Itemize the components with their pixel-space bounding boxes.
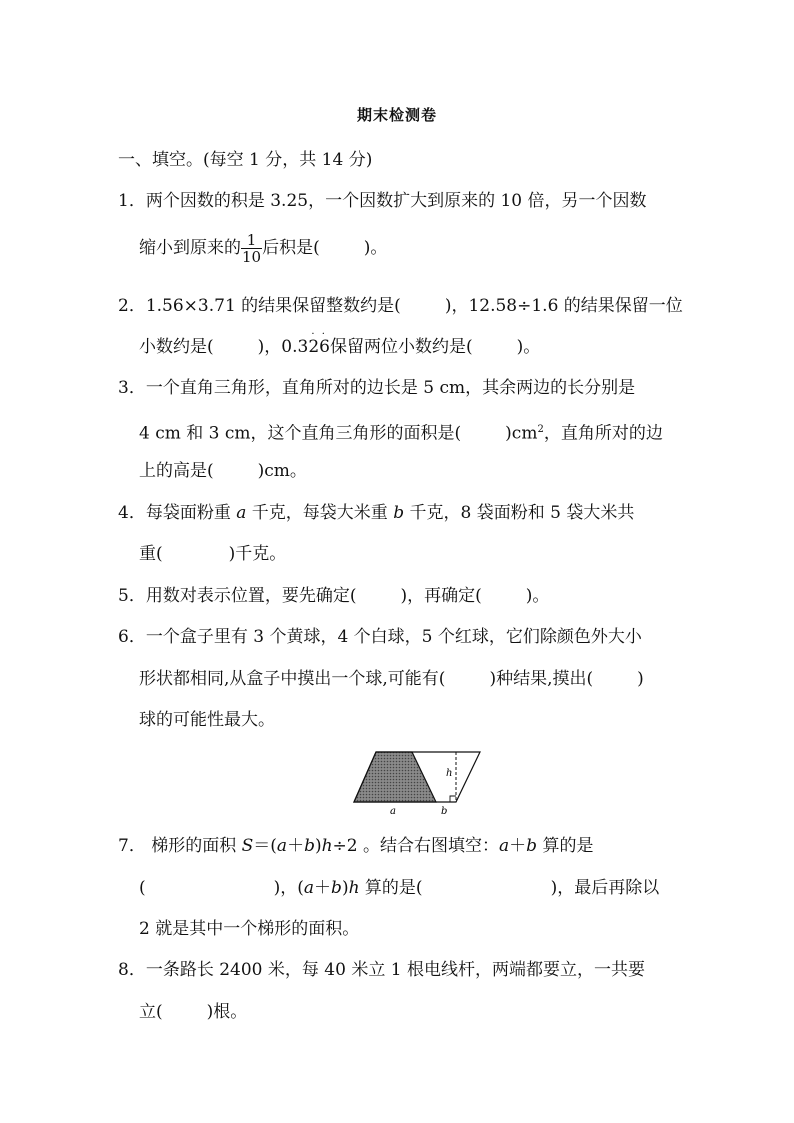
trapezoid-parallelogram-figure — [350, 748, 486, 818]
squared-exponent: 2 — [537, 424, 544, 435]
label-a: a — [390, 806, 396, 817]
variable-h: h — [321, 836, 333, 856]
q4-line2 — [139, 544, 286, 564]
q1-text: 后积是( — [262, 238, 320, 258]
repeating-digits: 26 — [308, 337, 330, 357]
label-b: b — [441, 806, 448, 817]
q7-text: ( — [139, 878, 146, 898]
q3-line3 — [139, 461, 307, 481]
q7-text: 算的是 — [537, 836, 594, 856]
q1-text: 缩小到原来的 — [139, 238, 241, 258]
q2-text: )。 — [516, 337, 541, 357]
q7-text: ) — [341, 878, 349, 898]
variable-h: h — [348, 878, 360, 898]
repeat-dots: · · — [311, 329, 327, 340]
q7-text: ＋ — [287, 836, 305, 856]
q1-line2 — [139, 232, 387, 265]
variable-a: a — [236, 503, 247, 523]
q5-text: 5．用数对表示位置，要先确定( — [118, 586, 357, 606]
q7-line2 — [139, 878, 659, 898]
page-title: 期末检测卷 — [356, 106, 437, 124]
q2-text: 2．1.56×3.71 的结果保留整数约是( — [118, 296, 401, 316]
q7-text: 算的是( — [359, 878, 423, 898]
q7-text: ) — [314, 836, 322, 856]
q3-text: 4 cm 和 3 cm，这个直角三角形的面积是( — [139, 423, 462, 444]
q2-text: )，0.3 — [257, 337, 309, 357]
q2-text: 小数约是( — [139, 337, 214, 357]
q8-line1: 8．一条路长 2400 米，每 40 米立 1 根电线杆，两端都要立，一共要 — [118, 960, 645, 980]
q7-text: ÷2 。结合右图填空： — [332, 836, 500, 856]
repeating-decimal — [308, 329, 330, 357]
q6-line2 — [139, 669, 644, 689]
variable-a: a — [499, 836, 510, 856]
q5-text: )。 — [525, 586, 550, 606]
q4-text: 重( — [139, 544, 163, 564]
q2-line2 — [139, 329, 541, 357]
q4-text: 千克，每袋大米重 — [246, 503, 394, 523]
q5-text: )，再确定( — [400, 586, 482, 606]
q7-text: ＋ — [314, 878, 332, 898]
q4-text: 千克，8 袋面粉和 5 袋大米共 — [404, 503, 635, 523]
q1-line1: 1．两个因数的积是 3.25，一个因数扩大到原来的 10 倍，另一个因数 — [118, 191, 647, 211]
variable-s: S — [241, 836, 254, 856]
variable-a: a — [303, 878, 315, 898]
shaded-trapezoid — [354, 752, 436, 802]
q6-text: 形状都相同,从盒子中摸出一个球,可能有( — [139, 669, 446, 689]
q3-line2 — [139, 420, 663, 444]
fraction-denominator: 10 — [242, 248, 262, 266]
q3-text: )cm — [505, 423, 538, 444]
q4-text: )千克。 — [228, 544, 287, 564]
q7-text: )，最后再除以 — [550, 878, 660, 898]
q2-text: 保留两位小数约是( — [329, 337, 473, 357]
q7-line1 — [118, 836, 593, 856]
variable-b: b — [304, 836, 315, 856]
fraction-numerator: 1 — [241, 232, 262, 249]
q6-line3: 球的可能性最大。 — [139, 710, 275, 730]
q8-text: 立( — [139, 1002, 163, 1022]
section-header: 一、填空。(每空 1 分，共 14 分) — [118, 150, 373, 170]
q6-line1: 6．一个盒子里有 3 个黄球，4 个白球，5 个红球，它们除颜色外大小 — [118, 627, 642, 647]
q7-line3: 2 就是其中一个梯形的面积。 — [139, 919, 360, 939]
q7-text: 7． 梯形的面积 — [118, 836, 242, 856]
q2-text: )，12.58÷1.6 的结果保留一位 — [444, 296, 683, 316]
q7-text: )，( — [273, 878, 304, 898]
variable-b: b — [393, 503, 405, 523]
fraction-one-tenth — [241, 232, 262, 265]
q2-line1 — [118, 296, 683, 316]
q3-text: 上的高是( — [139, 461, 214, 481]
q1-text: )。 — [363, 238, 388, 258]
q8-text: )根。 — [206, 1002, 248, 1022]
variable-b: b — [331, 878, 342, 898]
right-angle-mark — [450, 796, 456, 802]
q3-text: ，直角所对的边 — [543, 423, 663, 444]
q3-text: )cm。 — [257, 461, 307, 481]
q6-text: )种结果,摸出( — [489, 669, 594, 689]
q8-line2 — [139, 1002, 247, 1022]
variable-b: b — [526, 836, 538, 856]
q7-text: ＋ — [509, 836, 527, 856]
q5-line1 — [118, 586, 549, 606]
label-h: h — [446, 768, 453, 779]
q6-text: ) — [637, 669, 644, 689]
q4-line1 — [118, 503, 634, 523]
variable-a: a — [276, 836, 288, 856]
q7-text: ＝( — [253, 836, 277, 856]
q3-line1: 3．一个直角三角形，直角所对的边长是 5 cm，其余两边的长分别是 — [118, 378, 636, 398]
q4-text: 4．每袋面粉重 — [118, 503, 237, 523]
